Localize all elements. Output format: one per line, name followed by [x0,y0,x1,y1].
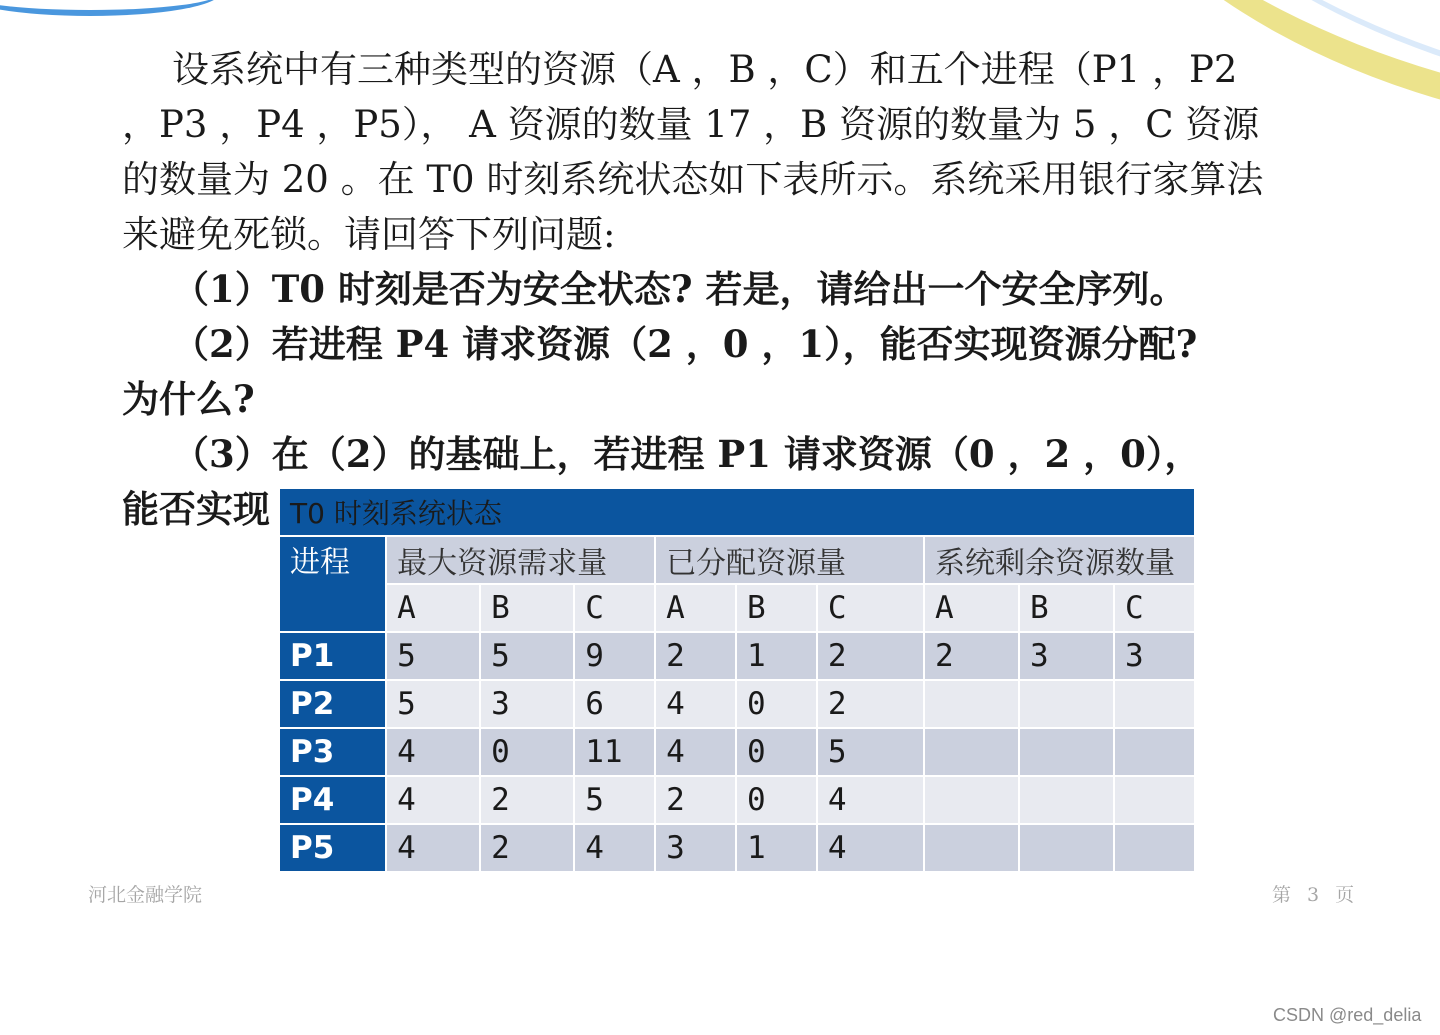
sub-header: A [924,584,1019,632]
alloc-cell: 4 [817,824,924,872]
alloc-cell: 3 [655,824,736,872]
question-2-text-b: 请求资源（ [449,322,648,366]
problem-statement [122,42,1357,262]
avail-cell [924,776,1019,824]
sub-header: C [574,584,655,632]
table-title: T0 时刻系统状态 [279,488,1195,536]
sub-header: B [480,584,574,632]
avail-cell [1114,824,1195,872]
process-cell: P3 [279,728,386,776]
alloc-cell: 5 [817,728,924,776]
table-row [279,776,1195,824]
max-cell: 5 [574,776,655,824]
avail-cell [1019,680,1114,728]
alloc-cell: 0 [736,728,817,776]
alloc-cell: 2 [817,632,924,680]
sub-header: C [817,584,924,632]
decorative-blue-arc [0,0,220,16]
avail-cell: 3 [1019,632,1114,680]
group-header-allocated: 已分配资源量 [655,536,924,584]
question-3-process: P1 [717,432,771,476]
avail-cell [924,824,1019,872]
process-cell: P5 [279,824,386,872]
question-1-prefix: T0 [271,267,326,311]
avail-cell [1114,728,1195,776]
question-2 [122,317,1357,372]
max-cell: 2 [480,776,574,824]
footer-institution: 河北金融学院 [88,884,203,906]
question-3-number: （3） [172,432,272,476]
avail-cell [1019,824,1114,872]
max-cell: 5 [386,632,480,680]
sub-header: A [655,584,736,632]
alloc-cell: 2 [655,776,736,824]
max-cell: 3 [480,680,574,728]
system-state-table [278,487,1196,873]
max-cell: 9 [574,632,655,680]
process-cell: P1 [279,632,386,680]
question-3-text-c: 请求资源（ [770,432,969,476]
alloc-cell: 2 [655,632,736,680]
alloc-cell: 4 [655,728,736,776]
question-3-line-2: 能否实现 [122,487,270,531]
max-cell: 0 [480,728,574,776]
avail-cell [1019,776,1114,824]
table-row [279,680,1195,728]
avail-cell [1019,728,1114,776]
question-2-number: （2） [172,322,272,366]
alloc-cell: 1 [736,632,817,680]
avail-cell [924,680,1019,728]
table-row [279,728,1195,776]
group-header-max: 最大资源需求量 [386,536,655,584]
question-2-process: P4 [395,322,450,366]
sub-header: B [1019,584,1114,632]
max-cell: 5 [386,680,480,728]
process-cell: P2 [279,680,386,728]
question-2-text-c: ），能否实现资源分配? [824,322,1198,366]
problem-line-3: 的数量为 20 。在 T0 时刻系统状态如下表所示。系统采用银行家算法 [122,158,1264,201]
sub-header: A [386,584,480,632]
table-row [279,632,1195,680]
question-1-number: （1） [172,267,272,311]
process-column-header: 进程 [279,536,386,632]
avail-cell: 2 [924,632,1019,680]
max-cell: 2 [480,824,574,872]
alloc-cell: 4 [655,680,736,728]
question-2-line-2: 为什么? [122,377,255,421]
watermark: CSDN @red_delia [1273,1005,1422,1025]
question-2-values: 2 ，0 ，1 [647,322,825,366]
max-cell: 5 [480,632,574,680]
avail-cell [1114,776,1195,824]
group-header-available: 系统剩余资源数量 [924,536,1195,584]
sub-header: C [1114,584,1195,632]
max-cell: 4 [386,776,480,824]
avail-cell [924,728,1019,776]
alloc-cell: 0 [736,680,817,728]
footer-page-number: 第 3 页 [1272,884,1355,906]
alloc-cell: 2 [817,680,924,728]
max-cell: 4 [574,824,655,872]
max-cell: 6 [574,680,655,728]
question-3-ref: 2 [345,432,372,476]
question-1-text: 时刻是否为安全状态? 若是，请给出一个安全序列。 [325,267,1187,311]
alloc-cell: 1 [736,824,817,872]
problem-line-2: ，P3 ，P4 ，P5）， A 资源的数量 17 ，B 资源的数量为 5 ，C 资源 [122,103,1260,146]
avail-cell: 3 [1114,632,1195,680]
alloc-cell: 0 [736,776,817,824]
question-2-text-a: 若进程 [271,322,396,366]
question-3 [122,427,1357,482]
sub-header: B [736,584,817,632]
question-1 [122,262,1357,317]
table-row [279,824,1195,872]
max-cell: 11 [574,728,655,776]
question-3-text-d: ）， [1145,432,1202,476]
process-cell: P4 [279,776,386,824]
question-3-text-a: 在（ [271,432,346,476]
question-3-text-b: ）的基础上，若进程 [371,432,718,476]
problem-line-4: 来避免死锁。请回答下列问题: [122,213,616,256]
problem-line-1: 设系统中有三种类型的资源（A ，B ，C）和五个进程（P1 ，P2 [172,48,1238,91]
avail-cell [1114,680,1195,728]
max-cell: 4 [386,728,480,776]
max-cell: 4 [386,824,480,872]
question-3-values: 0 ，2 ，0 [968,432,1146,476]
alloc-cell: 4 [817,776,924,824]
